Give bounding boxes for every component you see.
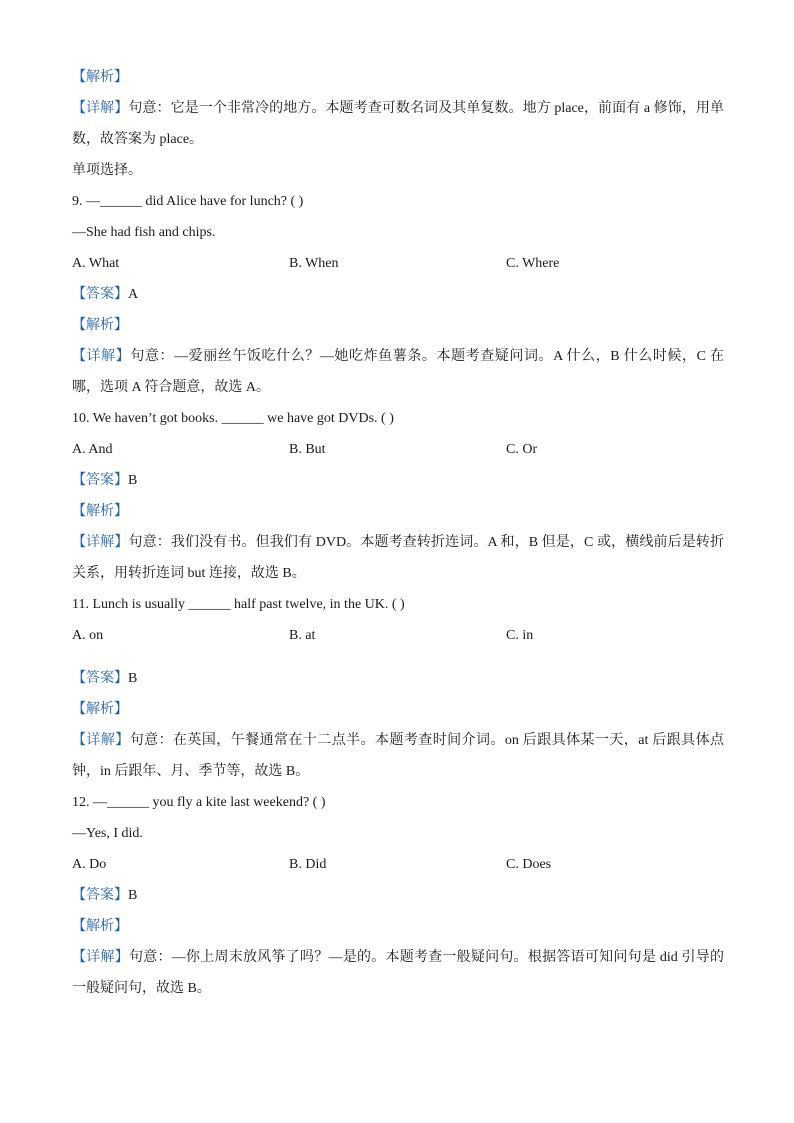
detail-tag: 【详解】 — [72, 101, 129, 116]
analysis-tag: 【解析】 — [72, 702, 128, 717]
detail-text: 句意：我们没有书。但我们有 DVD。本题考查转折连词。A 和，B 但是，C 或，横线前后是转折关系，用转折连词 but 连接，故选 B。 — [72, 535, 725, 581]
option-c: C. in — [506, 628, 534, 643]
answer-tag: 【答案】 — [72, 671, 128, 686]
option-a: A. on — [72, 628, 104, 643]
option-c: C. Or — [506, 442, 538, 457]
analysis-heading — [72, 911, 724, 942]
analysis-heading — [72, 310, 724, 341]
analysis-tag: 【解析】 — [72, 70, 128, 85]
analysis-heading — [72, 496, 724, 527]
detail-tag: 【详解】 — [72, 950, 129, 965]
analysis-heading — [72, 62, 724, 93]
answer-value: A — [128, 287, 139, 302]
answer-value: B — [128, 473, 138, 488]
question-block — [72, 186, 724, 403]
option-c: C. Does — [506, 857, 552, 872]
question-block — [72, 589, 724, 787]
detail-tag: 【详解】 — [72, 349, 131, 364]
answer-value: B — [128, 888, 138, 903]
question-stem: 12. —______ you fly a kite last weekend? ( ) — [72, 795, 326, 810]
detail-tag: 【详解】 — [72, 535, 129, 550]
spacer — [72, 651, 724, 663]
analysis-tag: 【解析】 — [72, 504, 128, 519]
detail-text: 句意：—爱丽丝午饭吃什么？—她吃炸鱼薯条。本题考查疑问词。A 什么，B 什么时候，C 在哪，选项 A 符合题意，故选 A。 — [72, 349, 725, 395]
answer-value: B — [128, 671, 138, 686]
detail-tag: 【详解】 — [72, 733, 130, 748]
question-reply: —Yes, I did. — [72, 826, 143, 841]
question-stem: 10. We haven’t got books. ______ we have got DVDs. ( ) — [72, 411, 394, 426]
option-a: A. And — [72, 442, 113, 457]
answer-line — [72, 279, 724, 310]
question-stem: 11. Lunch is usually ______ half past twelve, in the UK. ( ) — [72, 597, 405, 612]
question-reply: —She had fish and chips. — [72, 225, 216, 240]
answer-line — [72, 465, 724, 496]
detail-paragraph — [72, 341, 724, 403]
options-row — [72, 849, 724, 880]
answer-tag: 【答案】 — [72, 287, 128, 302]
option-a: A. What — [72, 256, 120, 271]
document-page — [72, 62, 724, 1004]
detail-paragraph — [72, 527, 724, 589]
detail-text: 句意：在英国，午餐通常在十二点半。本题考查时间介词。on 后跟具体某一天，at 后跟具体点钟，in 后跟年、月、季节等，故选 B。 — [72, 733, 724, 779]
option-a: A. Do — [72, 857, 107, 872]
options-row — [72, 620, 724, 651]
analysis-tag: 【解析】 — [72, 919, 128, 934]
option-b: B. But — [289, 442, 326, 457]
analysis-heading — [72, 694, 724, 725]
answer-line — [72, 663, 724, 694]
question-block — [72, 787, 724, 1004]
detail-paragraph — [72, 725, 724, 787]
detail-paragraph — [72, 942, 724, 1004]
section-title: 单项选择。 — [72, 163, 142, 178]
question-stem: 9. —______ did Alice have for lunch? ( ) — [72, 194, 304, 209]
answer-tag: 【答案】 — [72, 888, 128, 903]
detail-text: 句意：—你上周末放风筝了吗？—是的。本题考查一般疑问句。根据答语可知问句是 did 引导的一般疑问句，故选 B。 — [72, 950, 725, 996]
option-b: B. When — [289, 256, 339, 271]
options-row — [72, 248, 724, 279]
option-c: C. Where — [506, 256, 560, 271]
answer-tag: 【答案】 — [72, 473, 128, 488]
options-row — [72, 434, 724, 465]
option-b: B. at — [289, 628, 316, 643]
question-block — [72, 403, 724, 589]
detail-paragraph — [72, 93, 724, 155]
answer-line — [72, 880, 724, 911]
analysis-tag: 【解析】 — [72, 318, 128, 333]
detail-text: 句意：它是一个非常冷的地方。本题考查可数名词及其单复数。地方 place，前面有 a 修饰，用单数，故答案为 place。 — [72, 101, 724, 147]
option-b: B. Did — [289, 857, 327, 872]
